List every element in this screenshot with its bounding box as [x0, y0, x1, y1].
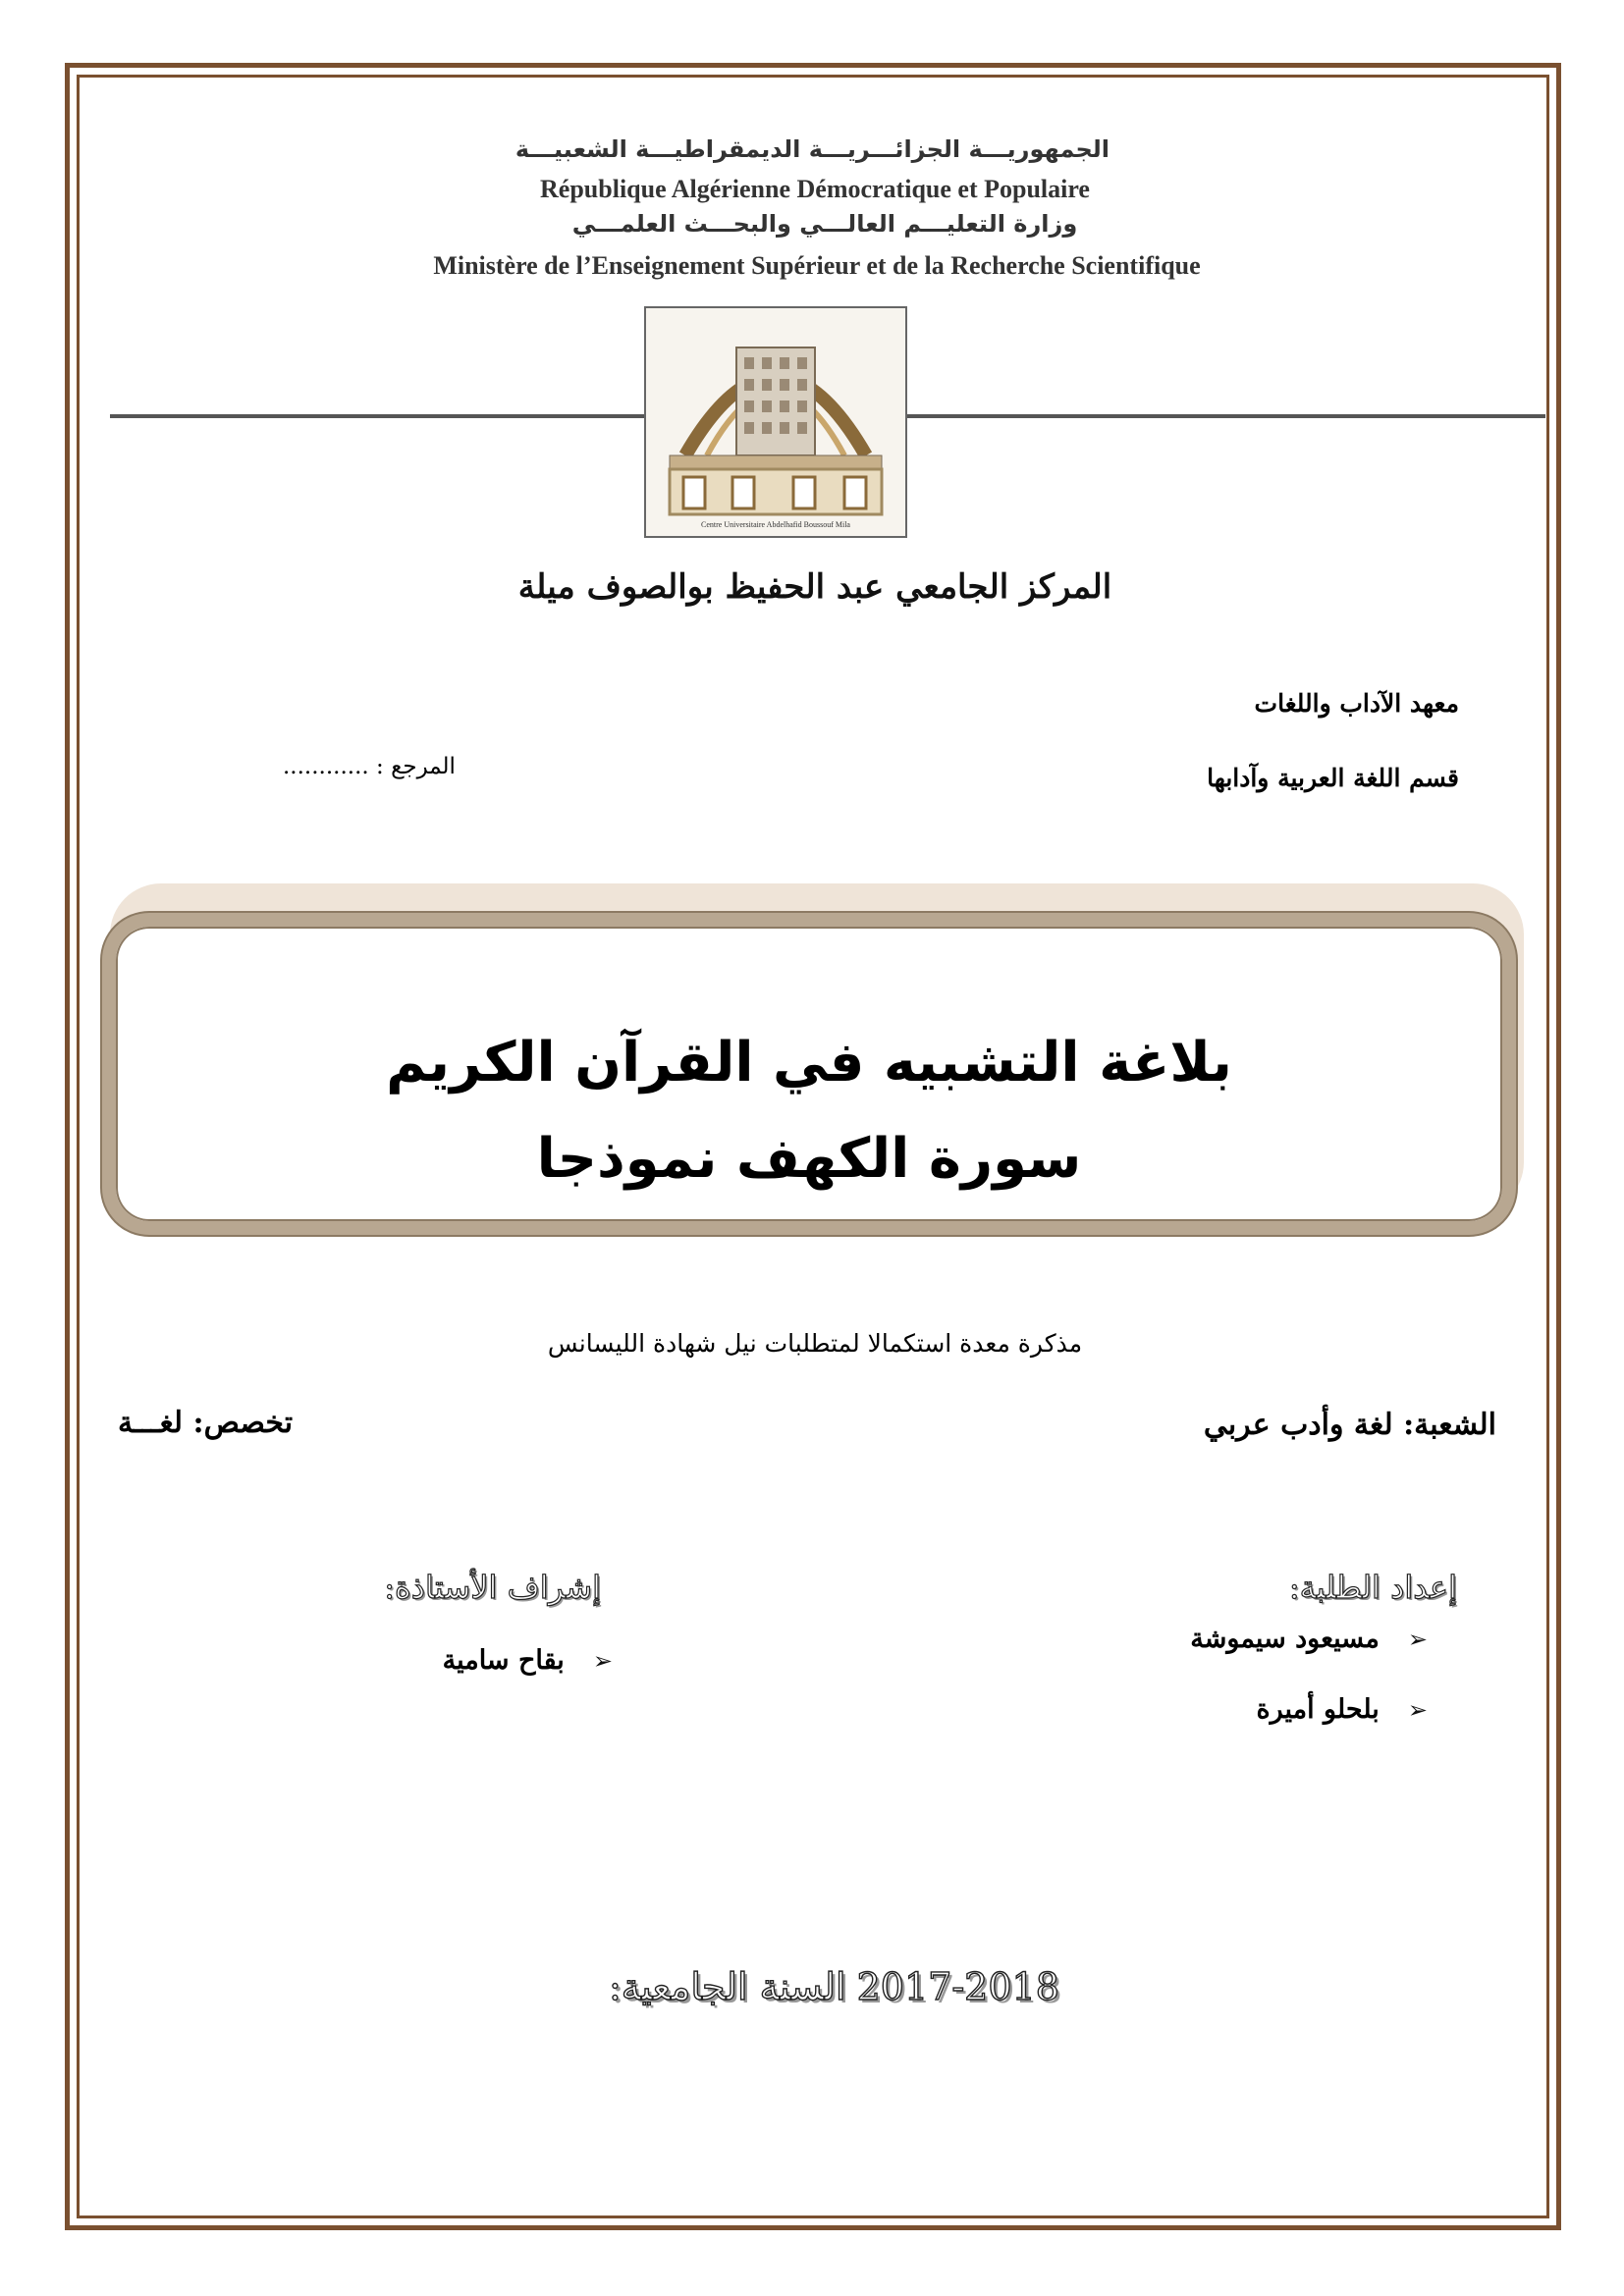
students-heading: إعداد الطلبة:: [1288, 1569, 1457, 1606]
thesis-title: بلاغة التشبيه في القرآن الكريم: [386, 1031, 1232, 1095]
student-name: بلحلو أميرة: [1256, 1694, 1380, 1725]
supervisor-item: [443, 1645, 613, 1676]
logo-caption: Centre Universitaire Abdelhafid Boussouf Mila: [701, 520, 850, 529]
student-item-2: [1256, 1694, 1428, 1725]
university-building-icon: [646, 308, 905, 536]
university-name: المركز الجامعي عبد الحفيظ بوالصوف ميلة: [517, 567, 1112, 607]
thesis-subtitle: سورة الكهف نموذجا: [536, 1127, 1082, 1191]
memo-description: مذكرة معدة استكمالا لمتطلبات نيل شهادة الليسانس: [547, 1329, 1083, 1358]
ministry-arabic: وزارة التعليـــم العالـــي والبحـــث العلمـــي: [571, 210, 1078, 238]
student-name: مسيعود سيموشة: [1190, 1624, 1380, 1654]
title-box: [102, 913, 1516, 1235]
institute-name: معهد الآداب واللغات: [1254, 689, 1459, 718]
reference-field: المرجع : ............: [283, 754, 456, 779]
year-value: 2017-2018: [856, 1965, 1059, 2008]
header-rule-right: [905, 414, 1545, 418]
arrow-bullet-icon: ➢: [1407, 1626, 1428, 1653]
branch-label: الشعبة: لغة وأدب عربي: [1203, 1408, 1496, 1442]
university-logo: [644, 306, 907, 538]
academic-year: [609, 1965, 1059, 2008]
department-name: قسم اللغة العربية وآدابها: [1207, 764, 1459, 792]
header-rule-left: [110, 414, 646, 418]
supervisor-heading: إشراف الأستاذة:: [384, 1569, 601, 1606]
arrow-bullet-icon: ➢: [592, 1647, 613, 1675]
republic-arabic: الجمهوريـــة الجزائـــريـــة الديمقراطيـــة الشعبيـــة: [514, 135, 1110, 163]
student-item-1: [1190, 1624, 1428, 1654]
specialty-label: تخصص: لغـــة: [118, 1406, 294, 1440]
supervisor-name: بقاح سامية: [442, 1645, 565, 1676]
year-label: السنة الجامعية:: [609, 1965, 846, 2008]
ministry-french: Ministère de l’Enseignement Supérieur et de la Recherche Scientifique: [433, 251, 1201, 280]
republic-french: République Algérienne Démocratique et Populaire: [540, 175, 1090, 203]
arrow-bullet-icon: ➢: [1407, 1696, 1428, 1724]
